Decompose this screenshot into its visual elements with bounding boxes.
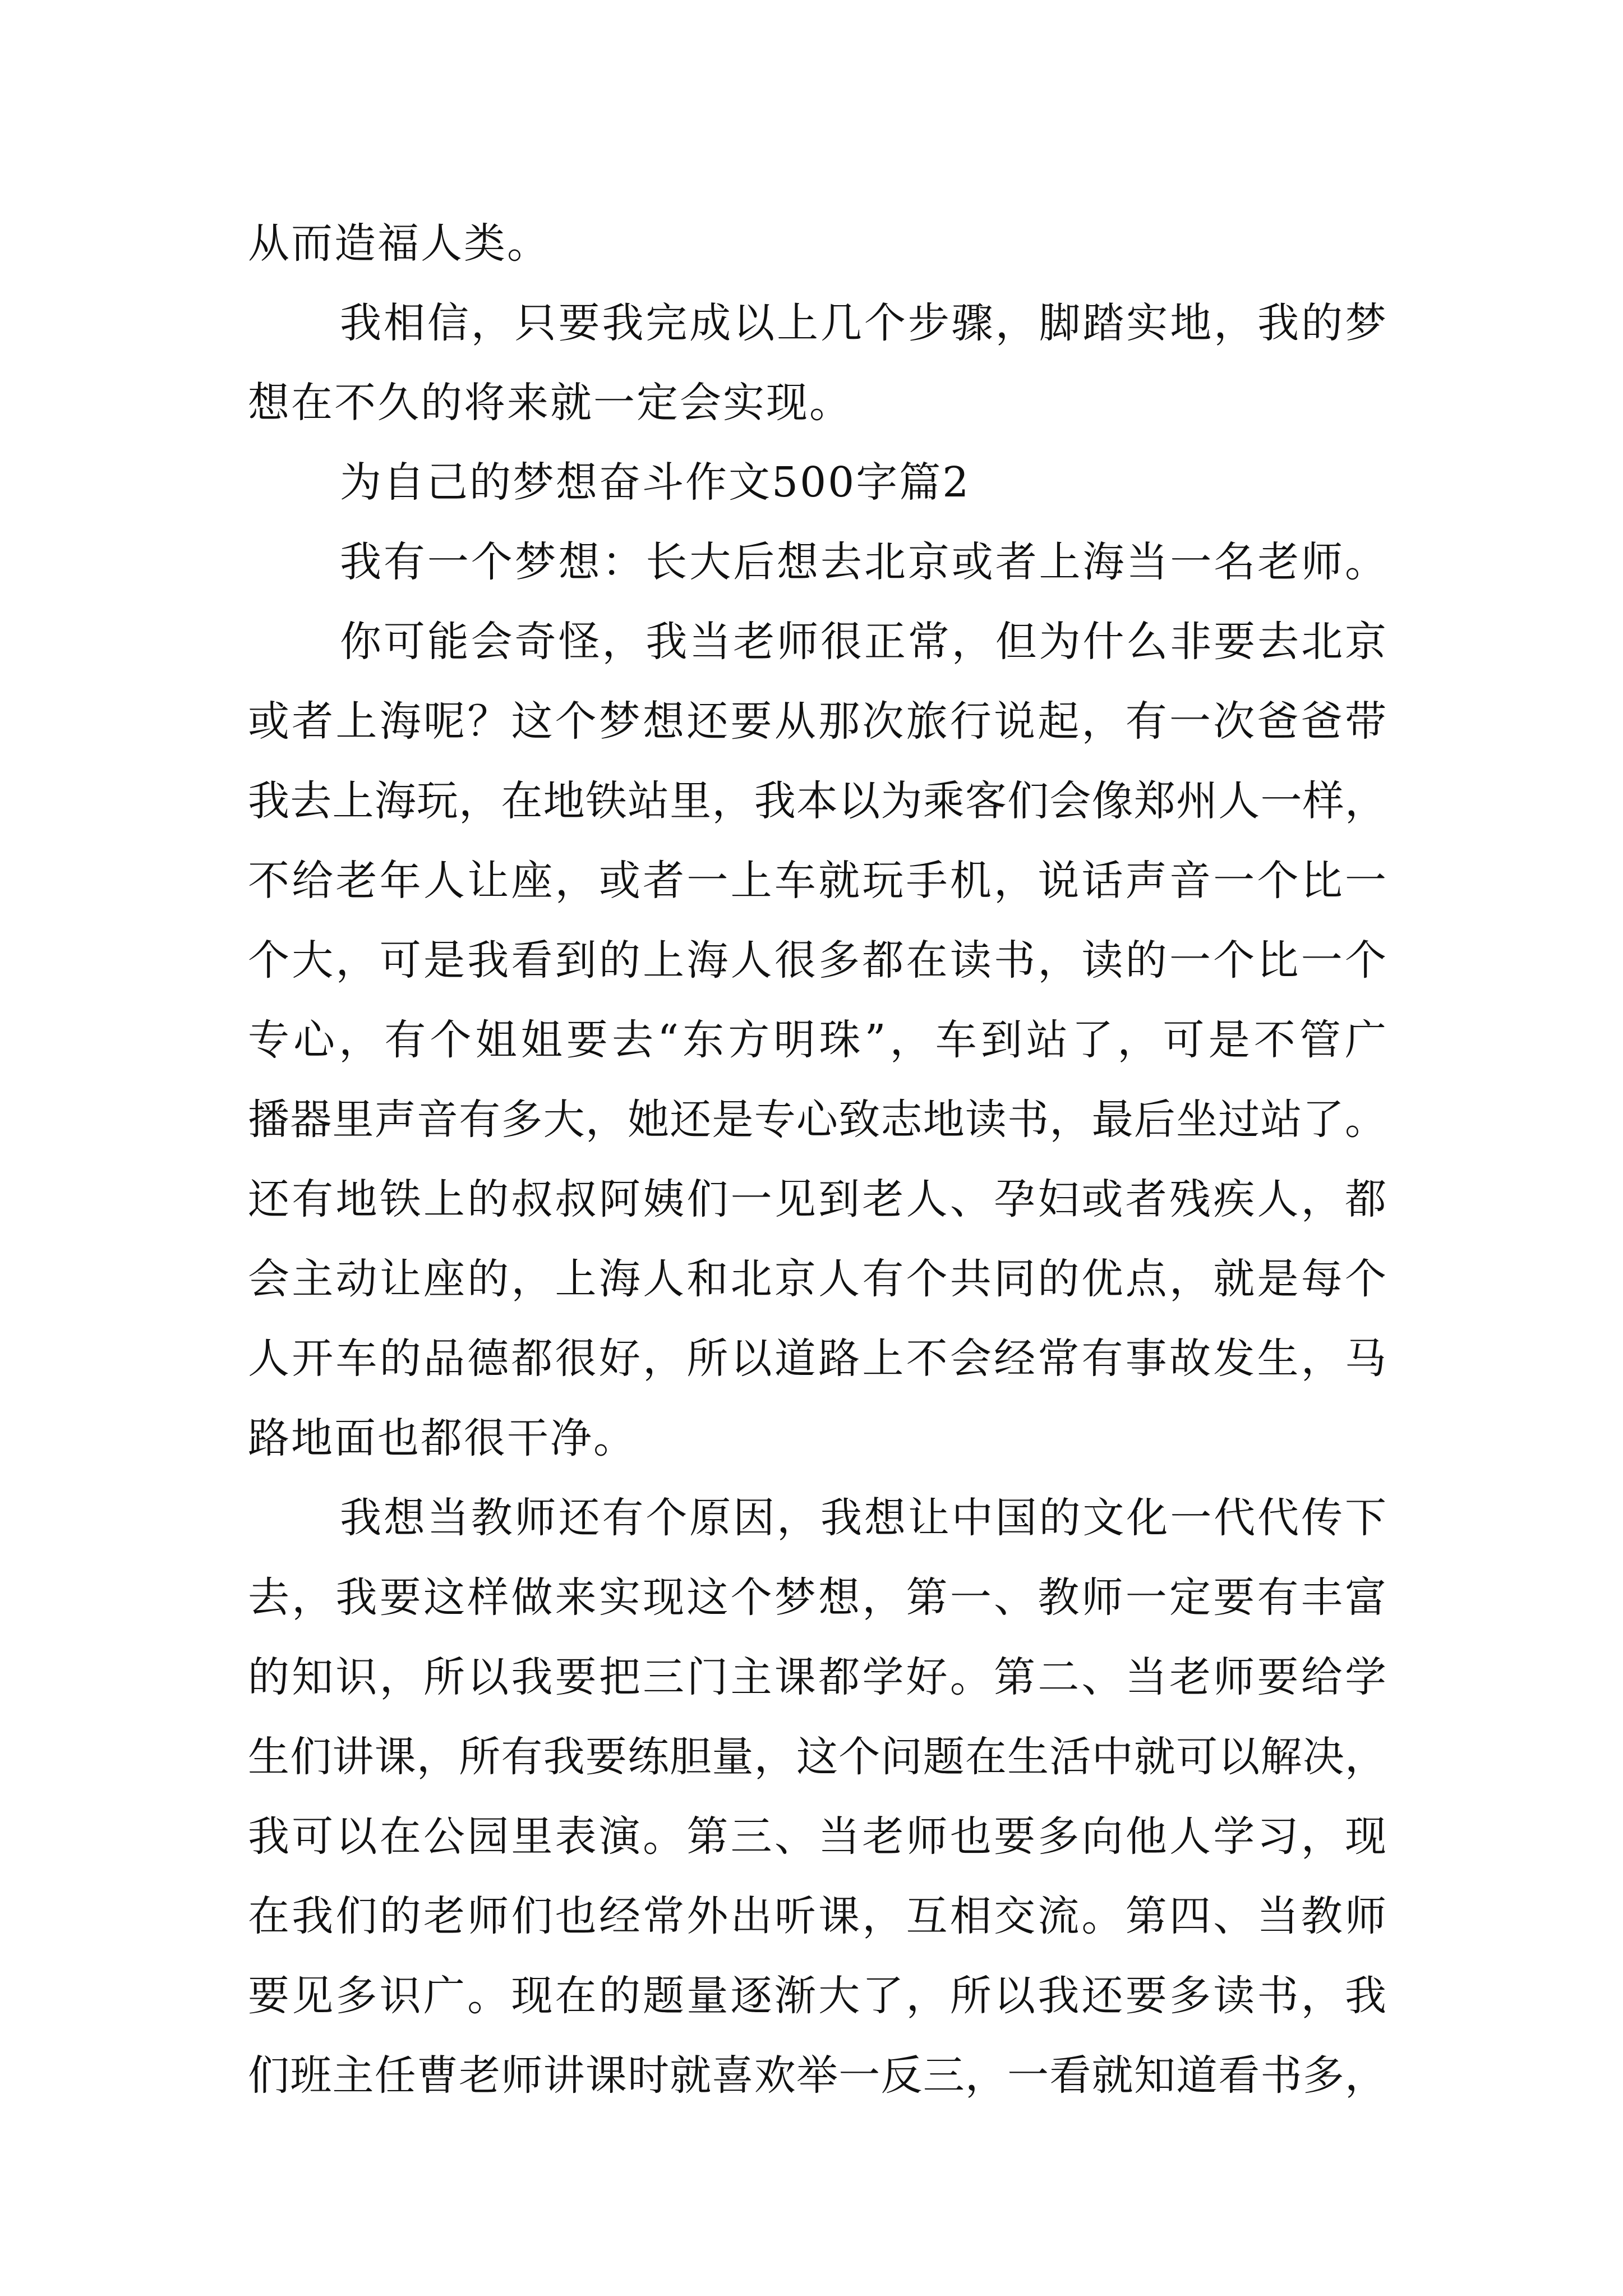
text-line: 人开车的品德都很好，所以道路上不会经常有事故发生，马: [248, 1335, 1386, 1383]
paragraph: [248, 283, 1386, 443]
text-line: 去，我要这样做来实现这个梦想，第一、教师一定要有丰富: [248, 1573, 1386, 1622]
text-line: 生们讲课，所有我要练胆量，这个问题在生活中就可以解决，: [248, 1733, 1386, 1781]
essay-title-text: 为自己的梦想奋斗作文500字篇2: [340, 458, 971, 507]
paragraph: [248, 1478, 1386, 2115]
paragraph: [248, 602, 1386, 1478]
text-line: 的知识，所以我要把三门主课都学好。第二、当老师要给学: [248, 1653, 1386, 1701]
text-line: 不给老年人让座，或者一上车就玩手机，说话声音一个比一: [248, 857, 1386, 905]
essay-body: [248, 204, 1386, 2115]
text-line: 你可能会奇怪，我当老师很正常，但为什么非要去北京: [340, 618, 1386, 666]
text-line: 我想当教师还有个原因，我想让中国的文化一代代传下: [340, 1494, 1386, 1542]
text-line: 想在不久的将来就一定会实现。: [248, 379, 852, 427]
essay-title: [248, 443, 1386, 522]
text-line: 我去上海玩，在地铁站里，我本以为乘客们会像郑州人一样，: [248, 777, 1386, 825]
text-line: 在我们的老师们也经常外出听课，互相交流。第四、当教师: [248, 1892, 1386, 1940]
text-line: 还有地铁上的叔叔阿姨们一见到老人、孕妇或者残疾人，都: [248, 1175, 1386, 1223]
text-line: 会主动让座的，上海人和北京人有个共同的优点，就是每个: [248, 1255, 1386, 1303]
text-line: 从而造福人类。: [248, 219, 550, 268]
text-line: 或者上海呢？这个梦想还要从那次旅行说起，有一次爸爸带: [248, 697, 1386, 746]
text-line: 我可以在公园里表演。第三、当老师也要多向他人学习，现: [248, 1812, 1386, 1861]
paragraph: [248, 522, 1386, 602]
text-line: 们班主任曹老师讲课时就喜欢举一反三，一看就知道看书多，: [248, 2051, 1386, 2100]
text-line: 我相信，只要我完成以上几个步骤，脚踏实地，我的梦: [340, 299, 1386, 347]
text-line: 播器里声音有多大，她还是专心致志地读书，最后坐过站了。: [248, 1096, 1386, 1144]
text-line: 要见多识广。现在的题量逐渐大了，所以我还要多读书，我: [248, 1972, 1386, 2020]
text-line: 个大，可是我看到的上海人很多都在读书，读的一个比一个: [248, 936, 1386, 984]
text-line: 我有一个梦想：长大后想去北京或者上海当一名老师。: [340, 538, 1386, 586]
text-line: 专心，有个姐姐要去“东方明珠”，车到站了，可是不管广: [248, 1016, 1386, 1064]
paragraph-continued: [248, 204, 1386, 283]
text-line: 路地面也都很干净。: [248, 1414, 637, 1462]
